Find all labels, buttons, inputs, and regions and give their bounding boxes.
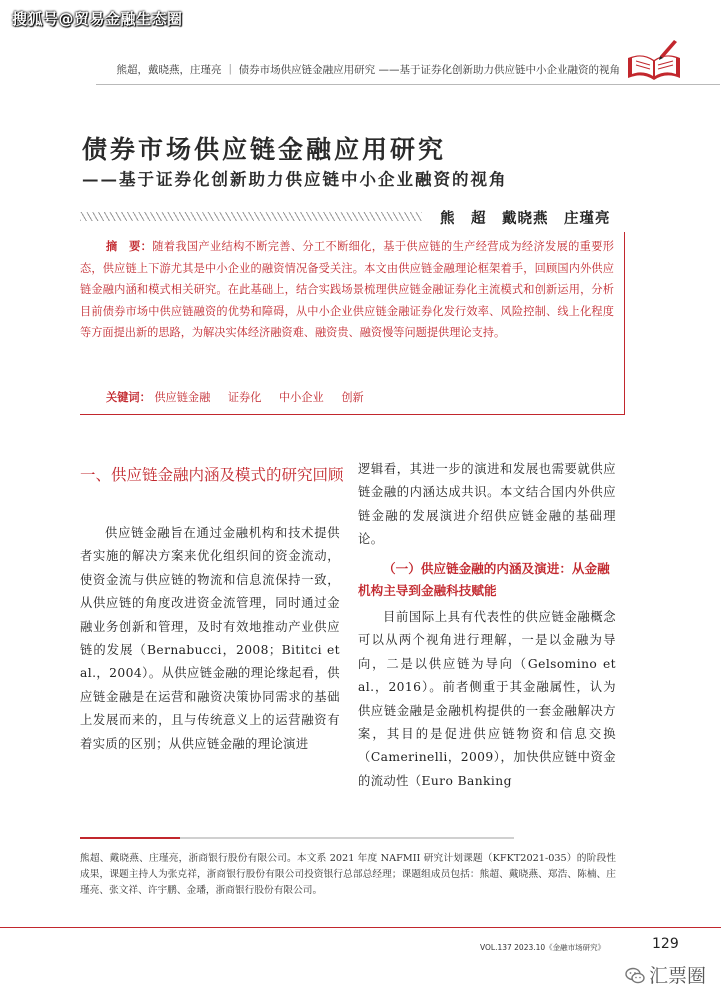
authors: 熊 超 戴晓燕 庄瑾亮 [440, 211, 611, 227]
footnote: 熊超、戴晓燕、庄瑾亮，浙商银行股份有限公司。本文系 2021 年度 NAFMII 研究计划课题（KFKT2021-035）的阶段性成果，课题主持人为张克祥，浙商银行股份有限公司投资银行总部总经理；课题组成员包括：熊超、戴晓燕、郑浩、陈楠、庄瑾亮、张文祥、许宇鹏、金璠，浙商银行股份有限公司。 [80, 853, 616, 896]
bottom-rule [0, 927, 721, 928]
footnote-rule-accent [80, 837, 180, 839]
body-paragraph-right-1: 逻辑看，其进一步的演进和发展也需要就供应链金融的内涵达成共识。本文结合国内外供应链金融的发展演进介绍供应链金融的基础理论。 [358, 462, 616, 547]
keyword: 创新 [341, 391, 364, 404]
section-heading: 一、供应链金融内涵及模式的研究回顾 [80, 466, 344, 484]
watermark-top: 搜狐号@贸易金融生态圈 [12, 10, 183, 28]
abstract [80, 236, 614, 344]
watermark-bottom-text: 汇票圈 [649, 965, 707, 987]
keywords-label: 关键词： [106, 391, 151, 404]
keyword: 证券化 [227, 391, 262, 404]
wechat-icon [625, 967, 645, 985]
article-title: 债券市场供应链金融应用研究 [82, 135, 447, 164]
decorative-hatch [80, 212, 422, 221]
page-number: 129 [652, 936, 679, 952]
abstract-label: 摘 要： [106, 240, 153, 253]
watermark-bottom [625, 961, 706, 988]
article-subtitle: ——基于证券化创新助力供应链中小企业融资的视角 [82, 170, 508, 189]
keywords [106, 389, 378, 405]
body-paragraph-left: 供应链金融旨在通过金融机构和技术提供者实施的解决方案来优化组织间的资金流动，使资金流与供应链的物流和信息流保持一致，从供应链的角度改进资金流管理，同时通过金融业务创新和管理，及时有效地推动产业供应链的发展（Bernabucci，2008；Bititci et al.，2004）。从供应链金融的理论缘起看，供应链金融是在运营和融资决策协同需求的基础上发展而来的，且与传统意义上的运营融资有着实质的区别；从供应链金融的理论演进 [80, 526, 340, 751]
abstract-text: 随着我国产业结构不断完善、分工不断细化，基于供应链的生产经营成为经济发展的重要形态，供应链上下游尤其是中小企业的融资情况备受关注。本文由供应链金融理论框架着手，回顾国内外供应链金融内涵和模式相关研究。在此基础上，结合实践场景梳理供应链金融证券化主流模式和创新运用，分析目前债券市场中供应链融资的优势和障碍，从中小企业供应链金融证券化发行效率、风险控制、线上化程度等方面提出新的思路，为解决实体经济融资难、融资贵、融资慢等问题提供理论支持。 [80, 240, 614, 340]
keyword: 供应链金融 [154, 391, 211, 404]
journal-info: VOL.137 2023.10《金融市场研究》 [480, 943, 606, 952]
running-header: 熊超，戴晓燕，庄瑾亮 ｜ 债券市场供应链金融应用研究 ——基于证券化创新助力供应链中小企业融资的视角 [116, 64, 620, 76]
keyword: 中小企业 [278, 391, 324, 404]
header-rule [96, 84, 720, 85]
book-pen-icon [626, 36, 682, 84]
body-paragraph-right-2: 目前国际上具有代表性的供应链金融概念可以从两个视角进行理解，一是以金融为导向，二是以供应链为导向（Gelsomino et al.，2016）。前者侧重于其金融属性，认为供应链金融是金融机构提供的一套金融解决方案，其目的是促进供应链物资和信息交换（Camerinelli，2009），加快供应链中资金的流动性（Euro Banking [358, 610, 616, 788]
subsection-heading: （一）供应链金融的内涵及演进：从金融机构主导到金融科技赋能 [358, 561, 610, 598]
